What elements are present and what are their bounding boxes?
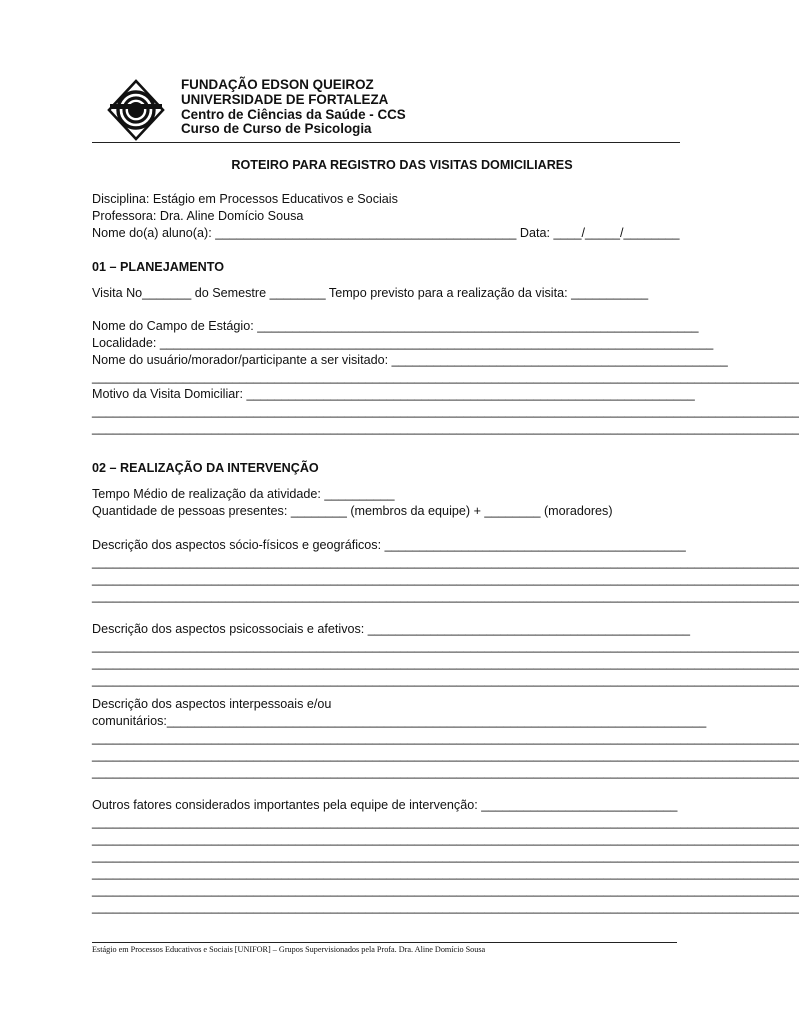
answer-line[interactable]: _____________________________________________________________________________________________________ — [92, 589, 799, 603]
disciplina-line: Disciplina: Estágio em Processos Educativos e Sociais — [92, 192, 398, 206]
usuario-visitado-field[interactable]: Nome do usuário/morador/participante a ser visitado: ________________________________________________ — [92, 353, 728, 367]
header-foundation: FUNDAÇÃO EDSON QUEIROZ — [181, 77, 374, 92]
answer-line[interactable]: _____________________________________________________________________________________________________ — [92, 815, 799, 829]
answer-line[interactable]: _____________________________________________________________________________________________________ — [92, 748, 799, 762]
professora-line: Professora: Dra. Aline Domício Sousa — [92, 209, 304, 223]
institution-header — [181, 78, 406, 137]
header-university: UNIVERSIDADE DE FORTALEZA — [181, 91, 389, 107]
answer-line[interactable]: _____________________________________________________________________________________________________ — [92, 832, 799, 846]
page-footer: Estágio em Processos Educativos e Sociais [UNIFOR] – Grupos Supervisionados pela Profa. Dra. Aline Domício Sousa — [92, 945, 486, 954]
answer-line[interactable]: _____________________________________________________________________________________________________ — [92, 572, 799, 586]
tempo-medio-field[interactable]: Tempo Médio de realização da atividade: __________ — [92, 487, 395, 501]
answer-line[interactable]: _____________________________________________________________________________________________________ — [92, 731, 799, 745]
motivo-continuation-2[interactable]: _____________________________________________________________________________________________________ — [92, 421, 799, 435]
campo-estagio-field[interactable]: Nome do Campo de Estágio: _______________________________________________________________ — [92, 319, 699, 333]
outros-fatores-field[interactable]: Outros fatores considerados importantes pela equipe de intervenção: ____________________________ — [92, 798, 678, 812]
header-course: Curso de Curso de Psicologia — [181, 121, 372, 137]
answer-line[interactable]: _____________________________________________________________________________________________________ — [92, 639, 799, 653]
section-heading-intervencao: 02 – REALIZAÇÃO DA INTERVENÇÃO — [92, 461, 319, 475]
quantidade-pessoas-field[interactable]: Quantidade de pessoas presentes: ________ (membros da equipe) + ________ (moradores) — [92, 504, 613, 518]
answer-line[interactable]: _____________________________________________________________________________________________________ — [92, 673, 799, 687]
motivo-visita-field[interactable]: Motivo da Visita Domiciliar: ________________________________________________________________ — [92, 387, 695, 401]
answer-line[interactable]: _____________________________________________________________________________________________________ — [92, 900, 799, 914]
document-title: ROTEIRO PARA REGISTRO DAS VISITAS DOMICILIARES — [231, 158, 573, 172]
header-rule — [92, 142, 680, 143]
unifor-logo-icon — [108, 80, 164, 140]
usuario-visitado-continuation[interactable]: _____________________________________________________________________________________________________ — [92, 370, 799, 384]
answer-line[interactable]: _____________________________________________________________________________________________________ — [92, 656, 799, 670]
localidade-field[interactable]: Localidade: _______________________________________________________________________________ — [92, 336, 714, 350]
desc-interpessoais-field[interactable]: comunitários:_____________________________________________________________________________ — [92, 714, 707, 728]
header-center: Centro de Ciências da Saúde - CCS — [181, 106, 406, 122]
answer-line[interactable]: _____________________________________________________________________________________________________ — [92, 765, 799, 779]
answer-line[interactable]: _____________________________________________________________________________________________________ — [92, 849, 799, 863]
visita-semestre-tempo-field[interactable]: Visita No_______ do Semestre ________ Tempo previsto para a realização da visita: ___________ — [92, 286, 649, 300]
answer-line[interactable]: _____________________________________________________________________________________________________ — [92, 555, 799, 569]
university-logo — [108, 80, 164, 140]
answer-line[interactable]: _____________________________________________________________________________________________________ — [92, 866, 799, 880]
student-name-date-field[interactable]: Nome do(a) aluno(a): ___________________________________________ Data: ____/_____/________ — [92, 226, 680, 240]
desc-interpessoais-label: Descrição dos aspectos interpessoais e/ou — [92, 697, 332, 711]
section-heading-planejamento: 01 – PLANEJAMENTO — [92, 260, 225, 274]
motivo-continuation-1[interactable]: _____________________________________________________________________________________________________ — [92, 404, 799, 418]
footer-rule — [92, 942, 677, 943]
desc-socio-fisicos-field[interactable]: Descrição dos aspectos sócio-físicos e geográficos: ___________________________________________ — [92, 538, 686, 552]
answer-line[interactable]: _____________________________________________________________________________________________________ — [92, 883, 799, 897]
desc-psicossociais-field[interactable]: Descrição dos aspectos psicossociais e afetivos: ______________________________________________ — [92, 622, 690, 636]
